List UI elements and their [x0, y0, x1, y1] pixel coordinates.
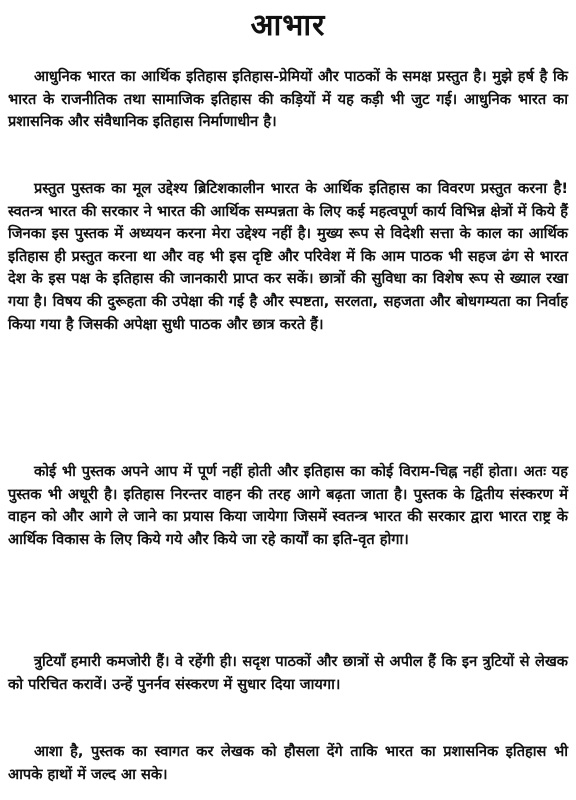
paragraph-3: कोई भी पुस्तक अपने आप में पूर्ण नहीं होती और इतिहास का कोई विराम-चिह्न नहीं होता। अतः यह पुस्तक भी अधूरी है। इतिहास निरन्तर वाहन की तरह आगे बढ़ता जाता है। पुस्तक के द्वितीय संस्करण में वाहन को और आगे ले जाने का प्रयास किया जायेगा जिसमें स्वतन्त्र भारत की सरकार द्वारा भारत राष्ट्र के आर्थिक विकास के लिए किये गये और किये जा रहे कार्यों का इति-वृत होगा।: [8, 463, 568, 548]
paragraph-2: प्रस्तुत पुस्तक का मूल उद्देश्य ब्रिटिशकालीन भारत के आर्थिक इतिहास का विवरण प्रस्तुत करना है! स्वतन्त्र भारत की सरकार ने भारत की आर्थिक सम्पन्नता के लिए कई महत्वपूर्ण कार्य विभिन्न क्षेत्रों में किये हैं जिनका इस पुस्तक में अध्ययन करना मेरा उद्देश्य नहीं है। मुख्य रूप से विदेशी सत्ता के काल का आर्थिक इतिहास ही प्रस्तुत करना था और वह भी इस दृष्टि और परिवेश में कि आम पाठक भी सहज ढंग से भारत देश के इस पक्ष के इतिहास की जानकारी प्राप्त कर सकें। छात्रों की सुविधा का विशेष रूप से ख्याल रखा गया है। विषय की दुरूहता की उपेक्षा की गई है और स्पष्टता, सरलता, सहजता और बोधगम्यता का निर्वाह किया गया है जिसकी अपेक्षा सुधी पाठक और छात्र करते हैं।: [8, 180, 568, 333]
paragraph-1: आधुनिक भारत का आर्थिक इतिहास इतिहास-प्रेमियों और पाठकों के समक्ष प्रस्तुत है। मुझे हर्ष है कि भारत के राजनीतिक तथा सामाजिक इतिहास की कड़ियों में यह कड़ी भी जुट गई। आधुनिक भारत का प्रशासनिक और संवैधानिक इतिहास निर्माणाधीन है।: [8, 68, 568, 131]
paragraph-4: त्रुटियाँ हमारी कमजोरी हैं। वे रहेंगी ही। सदृश पाठकों और छात्रों से अपील हैं कि इन त्रुटियों से लेखक को परिचित करावें। उन्हें पुनर्नव संस्करण में सुधार दिया जायगा।: [8, 653, 568, 693]
paragraph-5: आशा है, पुस्तक का स्वागत कर लेखक को हौसला देंगे ताकि भारत का प्रशासनिक इतिहास भी आपके हाथों में जल्द आ सके।: [8, 743, 568, 783]
page-title: आभार: [250, 8, 326, 43]
